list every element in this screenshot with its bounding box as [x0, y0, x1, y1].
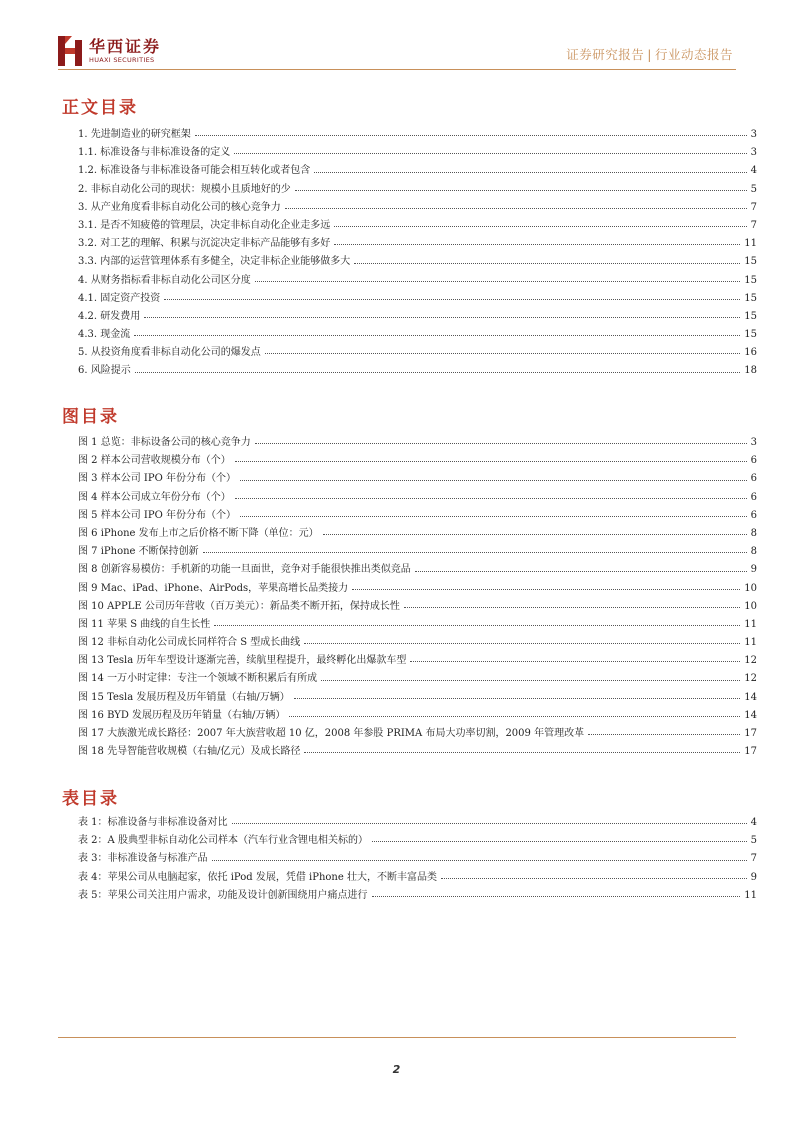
figure-toc-entry-leader-dots [289, 715, 740, 717]
body-toc-entry-label: 3.2. 对工艺的理解、积累与沉淀决定非标产品能够有多好 [78, 238, 331, 250]
figure-toc-entry[interactable] [78, 489, 757, 507]
figure-toc-entry-leader-dots [235, 497, 747, 499]
figure-toc-entry-page-number: 6 [750, 491, 757, 503]
figure-toc-entry-page-number: 14 [744, 691, 757, 703]
figure-toc-entry-label: 图 14 一万小时定律：专注一个领域不断积累后有所成 [78, 673, 318, 685]
body-toc-entry-page-number: 15 [744, 274, 757, 286]
figure-toc-title: 图目录 [62, 407, 119, 427]
figure-toc-entry-page-number: 10 [744, 582, 757, 594]
table-toc-entry-leader-dots [372, 840, 747, 842]
figure-toc-entry-leader-dots [203, 551, 747, 553]
table-toc-entry[interactable] [78, 869, 757, 887]
table-toc-entry-label: 表 2：A 股典型非标自动化公司样本（汽车行业含锂电相关标的） [78, 835, 368, 847]
figure-toc-entry[interactable] [78, 543, 757, 561]
body-toc-entry[interactable] [78, 253, 757, 271]
figure-toc-entry-leader-dots [304, 751, 740, 753]
body-toc-entry-page-number: 7 [750, 201, 757, 213]
body-toc-entry-leader-dots [164, 298, 740, 300]
body-toc-entry[interactable] [78, 235, 757, 253]
body-toc-entry[interactable] [78, 199, 757, 217]
report-type: 证券研究报告 [566, 47, 645, 62]
header-divider [58, 69, 736, 70]
body-toc-entry-label: 4.3. 现金流 [78, 329, 131, 341]
body-toc-entry[interactable] [78, 326, 757, 344]
body-toc-entry[interactable] [78, 290, 757, 308]
figure-toc-entry-page-number: 6 [750, 473, 757, 485]
body-toc-entry-page-number: 3 [750, 147, 757, 159]
figure-toc-entry-leader-dots [323, 533, 747, 535]
body-toc-entry-leader-dots [285, 207, 747, 209]
body-toc-entry[interactable] [78, 362, 757, 380]
figure-toc-entry-leader-dots [255, 442, 747, 444]
figure-toc-entry-label: 图 15 Tesla 发展历程及历年销量（右轴/万辆） [78, 691, 290, 703]
body-toc-entry-label: 4.1. 固定资产投资 [78, 292, 161, 304]
body-toc-entry-label: 1. 先进制造业的研究框架 [78, 129, 191, 140]
body-toc-entry-label: 3.1. 是否不知疲倦的管理层，决定非标自动化企业走多远 [78, 219, 331, 231]
body-toc-entry-label: 3.3. 内部的运营管理体系有多健全，决定非标企业能够做多大 [78, 256, 351, 268]
company-name-cn: 华西证券 [89, 36, 162, 56]
table-toc-entry-label: 表 5：苹果公司关注用户需求，功能及设计创新围绕用户痛点进行 [78, 889, 368, 901]
body-toc-entry-leader-dots [354, 262, 740, 264]
table-toc-entry-page-number: 5 [750, 835, 757, 847]
body-toc-entry-page-number: 5 [750, 183, 757, 195]
figure-toc-entry-label: 图 1 总览：非标设备公司的核心竞争力 [78, 437, 251, 448]
body-toc-entry-label: 4. 从财务指标看非标自动化公司区分度 [78, 274, 251, 286]
body-toc-entry-label: 1.1. 标准设备与非标准设备的定义 [78, 147, 231, 159]
table-toc-entry-leader-dots [441, 877, 747, 879]
body-toc-entry-leader-dots [295, 189, 747, 191]
figure-toc-entry-page-number: 14 [744, 709, 757, 721]
body-toc-entry[interactable] [78, 181, 757, 199]
figure-toc-entry-leader-dots [404, 606, 740, 608]
body-toc-entry-leader-dots [334, 243, 740, 245]
figure-toc-entry-label: 图 11 苹果 S 曲线的自生长性 [78, 618, 211, 630]
figure-toc-entry-label: 图 12 非标自动化公司成长同样符合 S 型成长曲线 [78, 637, 301, 649]
table-toc-entry[interactable] [78, 814, 757, 832]
body-toc-entry-leader-dots [234, 152, 746, 154]
figure-toc-entry-page-number: 9 [750, 564, 757, 576]
figure-toc-entry[interactable] [78, 616, 757, 634]
body-toc-title: 正文目录 [62, 98, 138, 118]
body-toc-entry-leader-dots [134, 334, 740, 336]
figure-toc-entry[interactable] [78, 725, 757, 743]
report-type-label [566, 45, 733, 63]
figure-toc-entry-leader-dots [352, 588, 740, 590]
body-toc-entry-page-number: 7 [750, 219, 757, 231]
body-toc-entry-leader-dots [144, 316, 740, 318]
figure-toc-entry-label: 图 17 大族激光成长路径：2007 年大族营收超 10 亿，2008 年参股 PRIMA 布局大功率切割，2009 年管理改革 [78, 728, 585, 739]
table-toc-entry-label: 表 1：标准设备与非标准设备对比 [78, 817, 228, 828]
body-toc-entry-leader-dots [135, 371, 741, 373]
figure-toc-entry-page-number: 11 [744, 618, 757, 630]
figure-toc-entry-page-number: 17 [744, 728, 757, 739]
figure-toc-entry-leader-dots [588, 733, 740, 735]
figure-toc-entry-label: 图 6 iPhone 发布上市之后价格不断下降（单位：元） [78, 527, 319, 539]
figure-toc-entry-label: 图 13 Tesla 历年车型设计逐渐完善，续航里程提升，最终孵化出爆款车型 [78, 655, 407, 667]
figure-toc-entry-page-number: 17 [744, 746, 757, 758]
figure-toc-entry[interactable] [78, 434, 757, 452]
figure-toc-entry-page-number: 10 [744, 600, 757, 612]
body-toc-entry[interactable] [78, 308, 757, 326]
figure-toc-entry-leader-dots [415, 570, 747, 572]
figure-toc-entry-label: 图 18 先导智能营收规模（右轴/亿元）及成长路径 [78, 746, 301, 758]
figure-toc-entry-leader-dots [235, 460, 747, 462]
figure-toc-entry-page-number: 11 [744, 637, 757, 649]
table-toc-entry-label: 表 3：非标准设备与标准产品 [78, 853, 208, 865]
body-toc-entry-leader-dots [195, 134, 747, 136]
figure-toc-entry-leader-dots [294, 697, 741, 699]
body-toc-entry-page-number: 15 [744, 310, 757, 322]
figure-toc-entry-leader-dots [214, 624, 740, 626]
figure-toc-entry[interactable] [78, 743, 757, 761]
company-name-en: HUAXI SECURITIES [89, 55, 155, 64]
body-toc-entry-page-number: 15 [744, 292, 757, 304]
figure-toc-entry[interactable] [78, 707, 757, 725]
table-toc-list [78, 814, 757, 905]
figure-toc-entry-page-number: 8 [750, 527, 757, 539]
figure-toc-entry[interactable] [78, 561, 757, 579]
body-toc-entry[interactable] [78, 126, 757, 144]
body-toc-entry-page-number: 4 [750, 165, 757, 177]
body-toc-entry-leader-dots [265, 352, 741, 354]
body-toc-entry[interactable] [78, 144, 757, 162]
body-toc-entry-page-number: 16 [744, 347, 757, 359]
figure-toc-entry[interactable] [78, 689, 757, 707]
body-toc-entry-leader-dots [255, 280, 741, 282]
figure-toc-entry-leader-dots [240, 479, 747, 481]
figure-toc-entry-page-number: 12 [744, 655, 757, 667]
figure-toc-list [78, 434, 757, 761]
body-toc-entry-page-number: 11 [744, 238, 757, 250]
figure-toc-entry-leader-dots [410, 660, 740, 662]
figure-toc-entry-label: 图 5 样本公司 IPO 年份分布（个） [78, 509, 236, 521]
figure-toc-entry-page-number: 3 [750, 437, 757, 448]
figure-toc-entry-label: 图 8 创新容易模仿：手机新的功能一旦面世，竞争对手能很快推出类似竞品 [78, 564, 411, 576]
huaxi-logo-icon [58, 36, 84, 66]
figure-toc-entry[interactable] [78, 507, 757, 525]
body-toc-entry-label: 3. 从产业角度看非标自动化公司的核心竞争力 [78, 201, 281, 213]
company-logo [58, 36, 161, 66]
body-toc-entry-label: 5. 从投资角度看非标自动化公司的爆发点 [78, 347, 261, 359]
table-toc-entry-leader-dots [372, 895, 741, 897]
table-toc-entry[interactable] [78, 850, 757, 868]
page-number: 2 [392, 1063, 401, 1076]
figure-toc-entry[interactable] [78, 452, 757, 470]
table-toc-entry[interactable] [78, 887, 757, 905]
body-toc-entry[interactable] [78, 272, 757, 290]
table-toc-title: 表目录 [62, 789, 119, 809]
table-toc-entry-leader-dots [212, 859, 747, 861]
table-toc-entry-label: 表 4：苹果公司从电脑起家，依托 iPod 发展，凭借 iPhone 壮大，不断丰富品类 [78, 871, 437, 883]
table-toc-entry-leader-dots [232, 822, 747, 824]
figure-toc-entry-label: 图 16 BYD 发展历程及历年销量（右轴/万辆） [78, 709, 286, 721]
figure-toc-entry[interactable] [78, 652, 757, 670]
figure-toc-entry-label: 图 4 样本公司成立年份分布（个） [78, 491, 231, 503]
body-toc-entry-label: 4.2. 研发费用 [78, 310, 141, 322]
figure-toc-entry-page-number: 8 [750, 546, 757, 558]
figure-toc-entry-label: 图 3 样本公司 IPO 年份分布（个） [78, 473, 236, 485]
figure-toc-entry-page-number: 12 [744, 673, 757, 685]
report-subtype: 行业动态报告 [654, 47, 733, 62]
figure-toc-entry[interactable] [78, 525, 757, 543]
body-toc-entry-label: 1.2. 标准设备与非标准设备可能会相互转化或者包含 [78, 165, 311, 177]
body-toc-entry-page-number: 15 [744, 329, 757, 341]
page-header [0, 0, 793, 80]
figure-toc-entry-label: 图 2 样本公司营收规模分布（个） [78, 455, 231, 467]
body-toc-entry-leader-dots [314, 171, 746, 173]
figure-toc-entry-leader-dots [240, 515, 747, 517]
figure-toc-entry-page-number: 6 [750, 455, 757, 467]
table-toc-entry-page-number: 11 [744, 889, 757, 901]
body-toc-entry[interactable] [78, 217, 757, 235]
footer-divider [58, 1037, 736, 1038]
table-toc-entry-page-number: 4 [750, 817, 757, 828]
figure-toc-entry-label: 图 10 APPLE 公司历年营收（百万美元）：新品类不断开拓，保持成长性 [78, 600, 400, 612]
figure-toc-entry[interactable] [78, 470, 757, 488]
body-toc-entry[interactable] [78, 162, 757, 180]
table-toc-entry[interactable] [78, 832, 757, 850]
figure-toc-entry-label: 图 9 Mac、iPad、iPhone、AirPods，苹果高增长品类接力 [78, 582, 349, 594]
figure-toc-entry-label: 图 7 iPhone 不断保持创新 [78, 546, 199, 558]
figure-toc-entry[interactable] [78, 634, 757, 652]
table-toc-entry-page-number: 7 [750, 853, 757, 865]
figure-toc-entry-page-number: 6 [750, 509, 757, 521]
figure-toc-entry[interactable] [78, 580, 757, 598]
figure-toc-entry[interactable] [78, 598, 757, 616]
table-toc-entry-page-number: 9 [750, 871, 757, 883]
body-toc-entry-page-number: 15 [744, 256, 757, 268]
body-toc-entry-label: 6. 风险提示 [78, 365, 131, 377]
body-toc-entry-label: 2. 非标自动化公司的现状：规模小且质地好的少 [78, 183, 291, 195]
body-toc-entry-leader-dots [334, 225, 746, 227]
body-toc-list [78, 126, 757, 381]
body-toc-entry-page-number: 18 [744, 365, 757, 377]
header-separator: | [647, 47, 652, 62]
body-toc-entry-page-number: 3 [750, 129, 757, 140]
figure-toc-entry-leader-dots [304, 642, 740, 644]
body-toc-entry[interactable] [78, 344, 757, 362]
figure-toc-entry-leader-dots [321, 679, 740, 681]
figure-toc-entry[interactable] [78, 670, 757, 688]
